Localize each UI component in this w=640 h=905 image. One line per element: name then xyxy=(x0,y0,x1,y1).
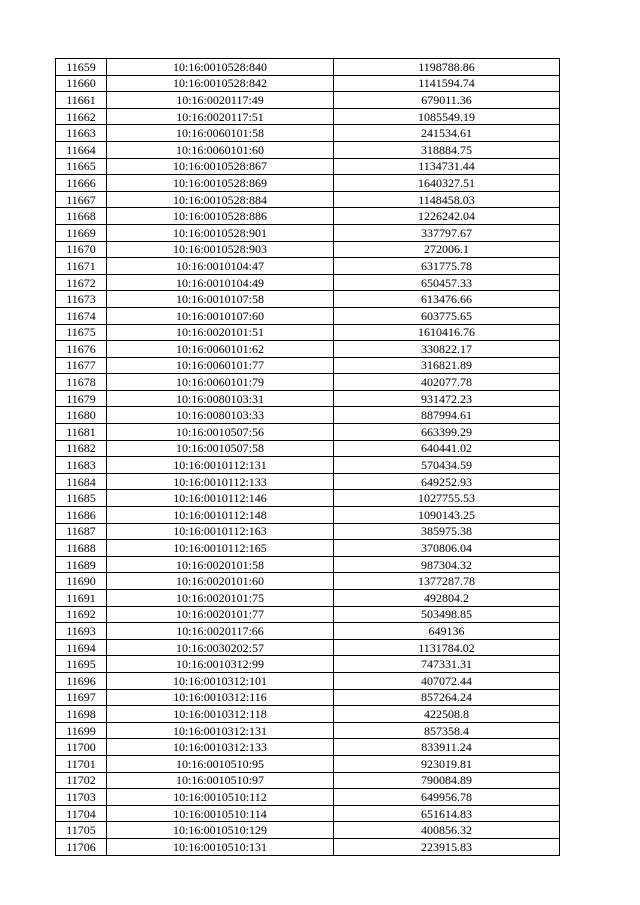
value-cell: 603775.65 xyxy=(334,307,560,324)
value-cell: 649956.78 xyxy=(334,789,560,806)
table-row xyxy=(56,175,560,192)
cadastral-number-cell: 10:16:0010112:163 xyxy=(107,523,334,540)
value-cell: 923019.81 xyxy=(334,755,560,772)
value-cell: 318884.75 xyxy=(334,141,560,158)
value-cell: 1027755.53 xyxy=(334,490,560,507)
value-cell: 1610416.76 xyxy=(334,324,560,341)
cadastral-number-cell: 10:16:0010510:129 xyxy=(107,822,334,839)
cadastral-number-cell: 10:16:0010312:101 xyxy=(107,672,334,689)
table-row xyxy=(56,672,560,689)
cadastral-number-cell: 10:16:0020101:58 xyxy=(107,556,334,573)
cadastral-number-cell: 10:16:0020101:75 xyxy=(107,590,334,607)
table-row xyxy=(56,191,560,208)
cadastral-number-cell: 10:16:0010510:131 xyxy=(107,838,334,855)
table-row xyxy=(56,324,560,341)
value-cell: 887994.61 xyxy=(334,407,560,424)
row-number-cell: 11702 xyxy=(56,772,107,789)
cadastral-number-cell: 10:16:0010312:116 xyxy=(107,689,334,706)
table-row xyxy=(56,473,560,490)
table-row xyxy=(56,390,560,407)
row-number-cell: 11659 xyxy=(56,59,107,76)
value-cell: 1226242.04 xyxy=(334,208,560,225)
cadastral-number-cell: 10:16:0010104:49 xyxy=(107,274,334,291)
cadastral-number-cell: 10:16:0080103:31 xyxy=(107,390,334,407)
table-row xyxy=(56,755,560,772)
value-cell: 987304.32 xyxy=(334,556,560,573)
cadastral-number-cell: 10:16:0020117:51 xyxy=(107,108,334,125)
cadastral-number-cell: 10:16:0010510:114 xyxy=(107,805,334,822)
row-number-cell: 11696 xyxy=(56,672,107,689)
value-cell: 570434.59 xyxy=(334,457,560,474)
table-row xyxy=(56,639,560,656)
row-number-cell: 11663 xyxy=(56,125,107,142)
table-row xyxy=(56,772,560,789)
cadastral-number-cell: 10:16:0010510:97 xyxy=(107,772,334,789)
row-number-cell: 11684 xyxy=(56,473,107,490)
table-row xyxy=(56,274,560,291)
value-cell: 649252.93 xyxy=(334,473,560,490)
table-row xyxy=(56,490,560,507)
row-number-cell: 11704 xyxy=(56,805,107,822)
cadastral-number-cell: 10:16:0010112:133 xyxy=(107,473,334,490)
value-cell: 400856.32 xyxy=(334,822,560,839)
value-cell: 663399.29 xyxy=(334,424,560,441)
row-number-cell: 11671 xyxy=(56,258,107,275)
cadastral-number-cell: 10:16:0030202:57 xyxy=(107,639,334,656)
cadastral-number-cell: 10:16:0010528:886 xyxy=(107,208,334,225)
cadastral-number-cell: 10:16:0010528:884 xyxy=(107,191,334,208)
value-cell: 747331.31 xyxy=(334,656,560,673)
cadastral-number-cell: 10:16:0010112:148 xyxy=(107,507,334,524)
cadastral-number-cell: 10:16:0010312:133 xyxy=(107,739,334,756)
cadastral-number-cell: 10:16:0060101:60 xyxy=(107,141,334,158)
cadastral-number-cell: 10:16:0020101:77 xyxy=(107,606,334,623)
cadastral-number-cell: 10:16:0020117:49 xyxy=(107,92,334,109)
value-cell: 503498.85 xyxy=(334,606,560,623)
value-cell: 272006.1 xyxy=(334,241,560,258)
value-cell: 316821.89 xyxy=(334,357,560,374)
table-row xyxy=(56,656,560,673)
row-number-cell: 11692 xyxy=(56,606,107,623)
value-cell: 931472.23 xyxy=(334,390,560,407)
table-row xyxy=(56,208,560,225)
row-number-cell: 11660 xyxy=(56,75,107,92)
row-number-cell: 11703 xyxy=(56,789,107,806)
value-cell: 1085549.19 xyxy=(334,108,560,125)
table-row xyxy=(56,108,560,125)
row-number-cell: 11665 xyxy=(56,158,107,175)
data-table xyxy=(55,58,560,856)
table-row xyxy=(56,623,560,640)
value-cell: 407072.44 xyxy=(334,672,560,689)
table-row xyxy=(56,523,560,540)
cadastral-number-cell: 10:16:0010528:901 xyxy=(107,224,334,241)
cadastral-number-cell: 10:16:0010312:118 xyxy=(107,706,334,723)
value-cell: 241534.61 xyxy=(334,125,560,142)
table-row xyxy=(56,141,560,158)
row-number-cell: 11664 xyxy=(56,141,107,158)
value-cell: 337797.67 xyxy=(334,224,560,241)
table-row xyxy=(56,540,560,557)
cadastral-number-cell: 10:16:0060101:62 xyxy=(107,341,334,358)
cadastral-number-cell: 10:16:0010507:58 xyxy=(107,440,334,457)
row-number-cell: 11669 xyxy=(56,224,107,241)
value-cell: 223915.83 xyxy=(334,838,560,855)
row-number-cell: 11689 xyxy=(56,556,107,573)
table-row xyxy=(56,556,560,573)
cadastral-number-cell: 10:16:0080103:33 xyxy=(107,407,334,424)
cadastral-number-cell: 10:16:0010528:867 xyxy=(107,158,334,175)
table-row xyxy=(56,838,560,855)
table-row xyxy=(56,822,560,839)
cadastral-number-cell: 10:16:0010107:60 xyxy=(107,307,334,324)
table-row xyxy=(56,507,560,524)
value-cell: 833911.24 xyxy=(334,739,560,756)
row-number-cell: 11673 xyxy=(56,291,107,308)
row-number-cell: 11688 xyxy=(56,540,107,557)
cadastral-number-cell: 10:16:0060101:79 xyxy=(107,374,334,391)
cadastral-number-cell: 10:16:0010312:131 xyxy=(107,722,334,739)
value-cell: 1134731.44 xyxy=(334,158,560,175)
table-row xyxy=(56,258,560,275)
value-cell: 370806.04 xyxy=(334,540,560,557)
table-row xyxy=(56,606,560,623)
row-number-cell: 11694 xyxy=(56,639,107,656)
table-row xyxy=(56,75,560,92)
cadastral-number-cell: 10:16:0010104:47 xyxy=(107,258,334,275)
row-number-cell: 11706 xyxy=(56,838,107,855)
table-row xyxy=(56,440,560,457)
row-number-cell: 11698 xyxy=(56,706,107,723)
value-cell: 1198788.86 xyxy=(334,59,560,76)
row-number-cell: 11683 xyxy=(56,457,107,474)
value-cell: 1090143.25 xyxy=(334,507,560,524)
value-cell: 857358.4 xyxy=(334,722,560,739)
cadastral-number-cell: 10:16:0010312:99 xyxy=(107,656,334,673)
table-row xyxy=(56,706,560,723)
row-number-cell: 11699 xyxy=(56,722,107,739)
table-row xyxy=(56,92,560,109)
cadastral-number-cell: 10:16:0020117:66 xyxy=(107,623,334,640)
row-number-cell: 11687 xyxy=(56,523,107,540)
row-number-cell: 11670 xyxy=(56,241,107,258)
row-number-cell: 11667 xyxy=(56,191,107,208)
table-row xyxy=(56,722,560,739)
cadastral-number-cell: 10:16:0010510:95 xyxy=(107,755,334,772)
cadastral-number-cell: 10:16:0060101:77 xyxy=(107,357,334,374)
cadastral-number-cell: 10:16:0010507:56 xyxy=(107,424,334,441)
row-number-cell: 11662 xyxy=(56,108,107,125)
cadastral-number-cell: 10:16:0010510:112 xyxy=(107,789,334,806)
row-number-cell: 11682 xyxy=(56,440,107,457)
cadastral-number-cell: 10:16:0010528:903 xyxy=(107,241,334,258)
row-number-cell: 11674 xyxy=(56,307,107,324)
value-cell: 1377287.78 xyxy=(334,573,560,590)
row-number-cell: 11700 xyxy=(56,739,107,756)
row-number-cell: 11690 xyxy=(56,573,107,590)
table-row xyxy=(56,789,560,806)
table-row xyxy=(56,689,560,706)
table-row xyxy=(56,407,560,424)
value-cell: 385975.38 xyxy=(334,523,560,540)
row-number-cell: 11681 xyxy=(56,424,107,441)
row-number-cell: 11668 xyxy=(56,208,107,225)
cadastral-number-cell: 10:16:0010112:146 xyxy=(107,490,334,507)
row-number-cell: 11691 xyxy=(56,590,107,607)
row-number-cell: 11679 xyxy=(56,390,107,407)
value-cell: 679011.36 xyxy=(334,92,560,109)
value-cell: 1131784.02 xyxy=(334,639,560,656)
cadastral-number-cell: 10:16:0020101:60 xyxy=(107,573,334,590)
value-cell: 640441.02 xyxy=(334,440,560,457)
row-number-cell: 11672 xyxy=(56,274,107,291)
row-number-cell: 11677 xyxy=(56,357,107,374)
value-cell: 631775.78 xyxy=(334,258,560,275)
value-cell: 857264.24 xyxy=(334,689,560,706)
value-cell: 650457.33 xyxy=(334,274,560,291)
value-cell: 649136 xyxy=(334,623,560,640)
row-number-cell: 11695 xyxy=(56,656,107,673)
cadastral-number-cell: 10:16:0010528:840 xyxy=(107,59,334,76)
table-body xyxy=(56,59,560,856)
row-number-cell: 11705 xyxy=(56,822,107,839)
cadastral-number-cell: 10:16:0010528:842 xyxy=(107,75,334,92)
cadastral-number-cell: 10:16:0010528:869 xyxy=(107,175,334,192)
value-cell: 790084.89 xyxy=(334,772,560,789)
row-number-cell: 11685 xyxy=(56,490,107,507)
row-number-cell: 11661 xyxy=(56,92,107,109)
table-row xyxy=(56,590,560,607)
value-cell: 613476.66 xyxy=(334,291,560,308)
value-cell: 1141594.74 xyxy=(334,75,560,92)
table-row xyxy=(56,158,560,175)
value-cell: 1640327.51 xyxy=(334,175,560,192)
row-number-cell: 11675 xyxy=(56,324,107,341)
row-number-cell: 11676 xyxy=(56,341,107,358)
cadastral-number-cell: 10:16:0010112:165 xyxy=(107,540,334,557)
table-row xyxy=(56,424,560,441)
table-row xyxy=(56,341,560,358)
cadastral-number-cell: 10:16:0010112:131 xyxy=(107,457,334,474)
table-row xyxy=(56,357,560,374)
cadastral-number-cell: 10:16:0020101:51 xyxy=(107,324,334,341)
row-number-cell: 11680 xyxy=(56,407,107,424)
value-cell: 651614.83 xyxy=(334,805,560,822)
value-cell: 330822.17 xyxy=(334,341,560,358)
table-row xyxy=(56,374,560,391)
cadastral-number-cell: 10:16:0060101:58 xyxy=(107,125,334,142)
table-row xyxy=(56,739,560,756)
value-cell: 402077.78 xyxy=(334,374,560,391)
table-row xyxy=(56,241,560,258)
row-number-cell: 11666 xyxy=(56,175,107,192)
row-number-cell: 11678 xyxy=(56,374,107,391)
table-row xyxy=(56,59,560,76)
table-row xyxy=(56,125,560,142)
table-row xyxy=(56,291,560,308)
row-number-cell: 11697 xyxy=(56,689,107,706)
table-row xyxy=(56,805,560,822)
value-cell: 1148458.03 xyxy=(334,191,560,208)
row-number-cell: 11701 xyxy=(56,755,107,772)
row-number-cell: 11686 xyxy=(56,507,107,524)
value-cell: 422508.8 xyxy=(334,706,560,723)
table-row xyxy=(56,307,560,324)
row-number-cell: 11693 xyxy=(56,623,107,640)
table-row xyxy=(56,457,560,474)
cadastral-number-cell: 10:16:0010107:58 xyxy=(107,291,334,308)
table-row xyxy=(56,573,560,590)
value-cell: 492804.2 xyxy=(334,590,560,607)
table-row xyxy=(56,224,560,241)
